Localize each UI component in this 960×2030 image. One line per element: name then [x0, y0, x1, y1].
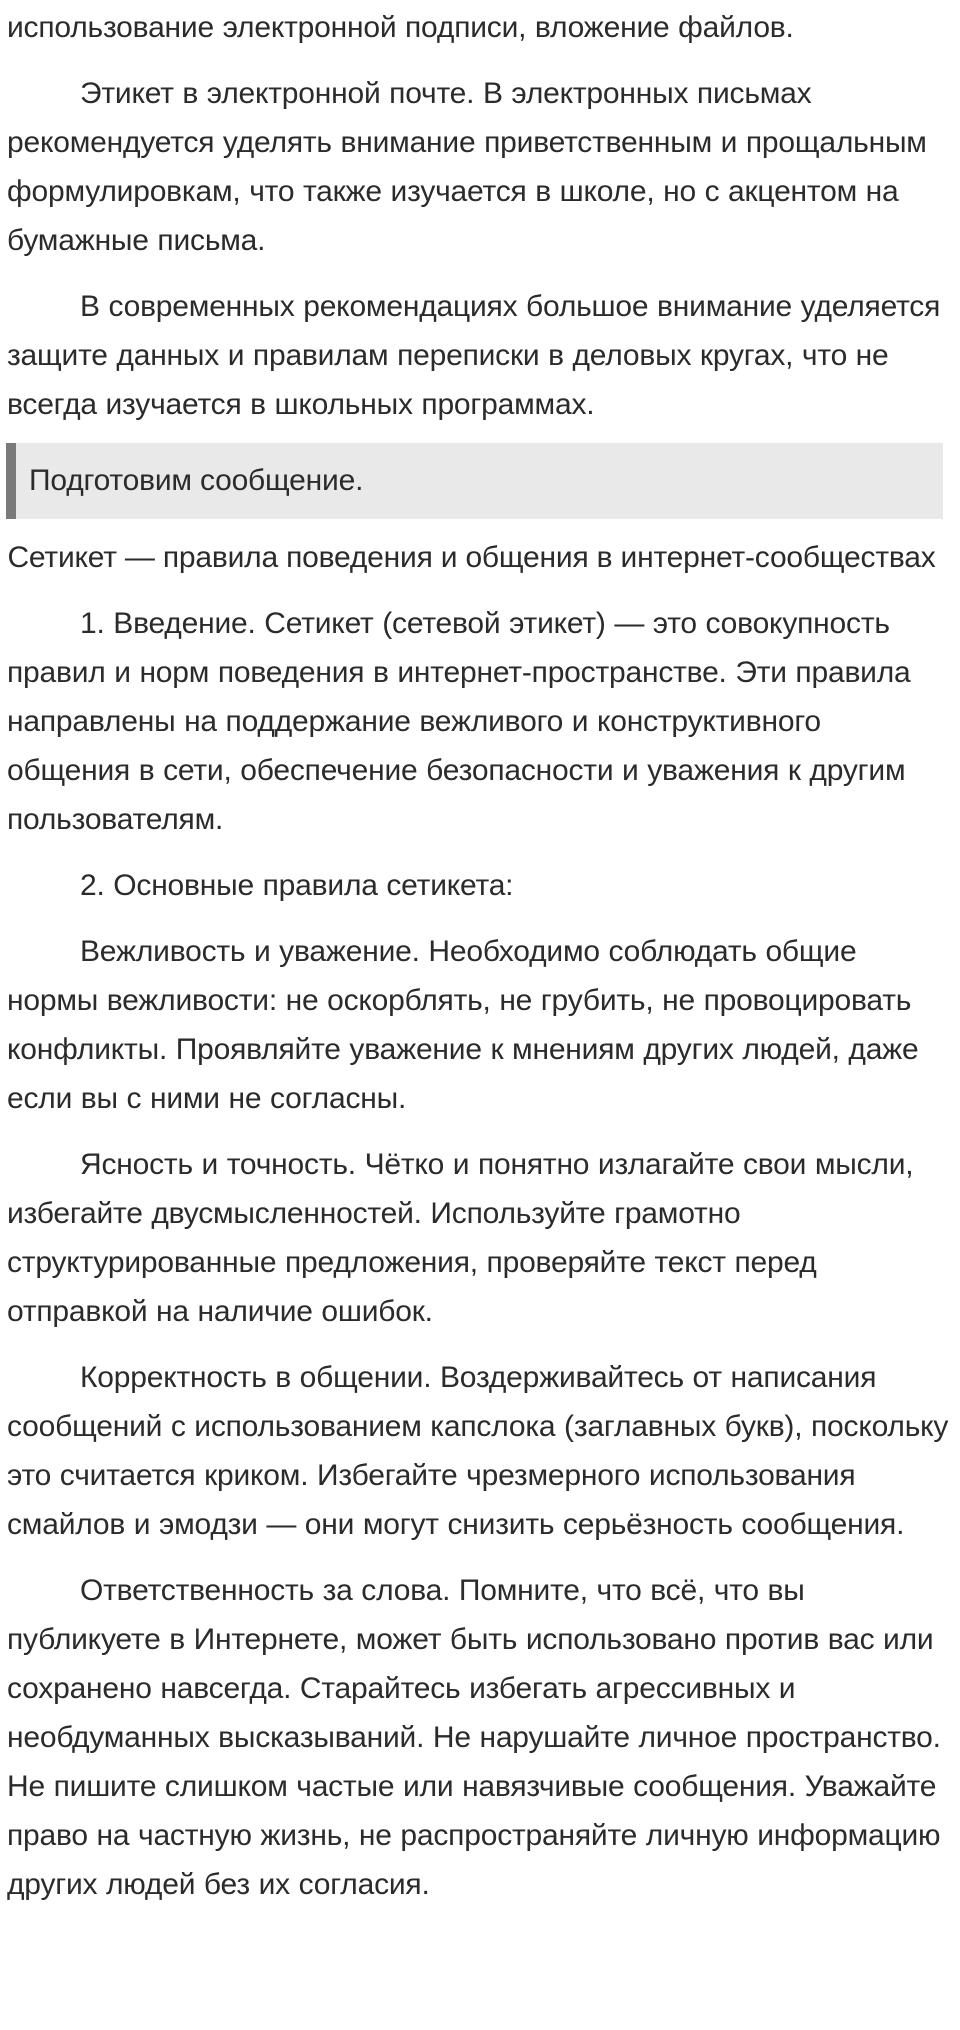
paragraph-correctness: Корректность в общении. Воздерживайтесь от написания сообщений с использованием капслока (заглавных букв), поскольку это считается криком. Избегайте чрезмерного использования смайлов и эмодзи — они могут снизить серьёзность сообщения. [7, 1361, 949, 1541]
paragraph-responsibility: Ответственность за слова. Помните, что всё, что вы публикуете в Интернете, может быть использовано против вас или сохранено навсегда. Старайтесь избегать агрессивных и необдуманных высказываний. Не нарушайте личное пространство. Не пишите слишком частые или навязчивые сообщения. Уважайте право на частную жизнь, не распространяйте личную информацию других людей без их согласия. [7, 1574, 941, 1901]
section-header-label: Подготовим сообщение. [29, 464, 364, 497]
paragraph-email-etiquette: Этикет в электронной почте. В электронных письмах рекомендуется уделять внимание приветственным и прощальным формулировкам, что также изучается в школе, но с акцентом на бумажные письма. [7, 77, 927, 257]
document-page [0, 3, 950, 1909]
paragraph-rules-heading: 2. Основные правила сетикета: [80, 869, 514, 902]
paragraph-clarity: Ясность и точность. Чётко и понятно излагайте свои мысли, избегайте двусмысленностей. Используйте грамотно структурированные предложения, проверяйте текст перед отправкой на наличие ошибок. [7, 1148, 914, 1328]
section-header-bar [6, 443, 943, 519]
paragraph-politeness: Вежливость и уважение. Необходимо соблюдать общие нормы вежливости: не оскорблять, не грубить, не провоцировать конфликты. Проявляйте уважение к мнениям других людей, даже если вы с ними не согласны. [7, 935, 919, 1115]
article-title: Сетикет — правила поведения и общения в интернет-сообществах [7, 541, 936, 574]
paragraph-introduction: 1. Введение. Сетикет (сетевой этикет) — это совокупность правил и норм поведения в интернет-пространстве. Эти правила направлены на поддержание вежливого и конструктивного общения в сети, обеспечение безопасности и уважения к другим пользователям. [7, 607, 911, 836]
intro-tail-text: использование электронной подписи, вложение файлов. [7, 11, 794, 44]
paragraph-modern-recommendations: В современных рекомендациях большое внимание уделяется защите данных и правилам переписки в деловых кругах, что не всегда изучается в школьных программах. [7, 290, 941, 421]
